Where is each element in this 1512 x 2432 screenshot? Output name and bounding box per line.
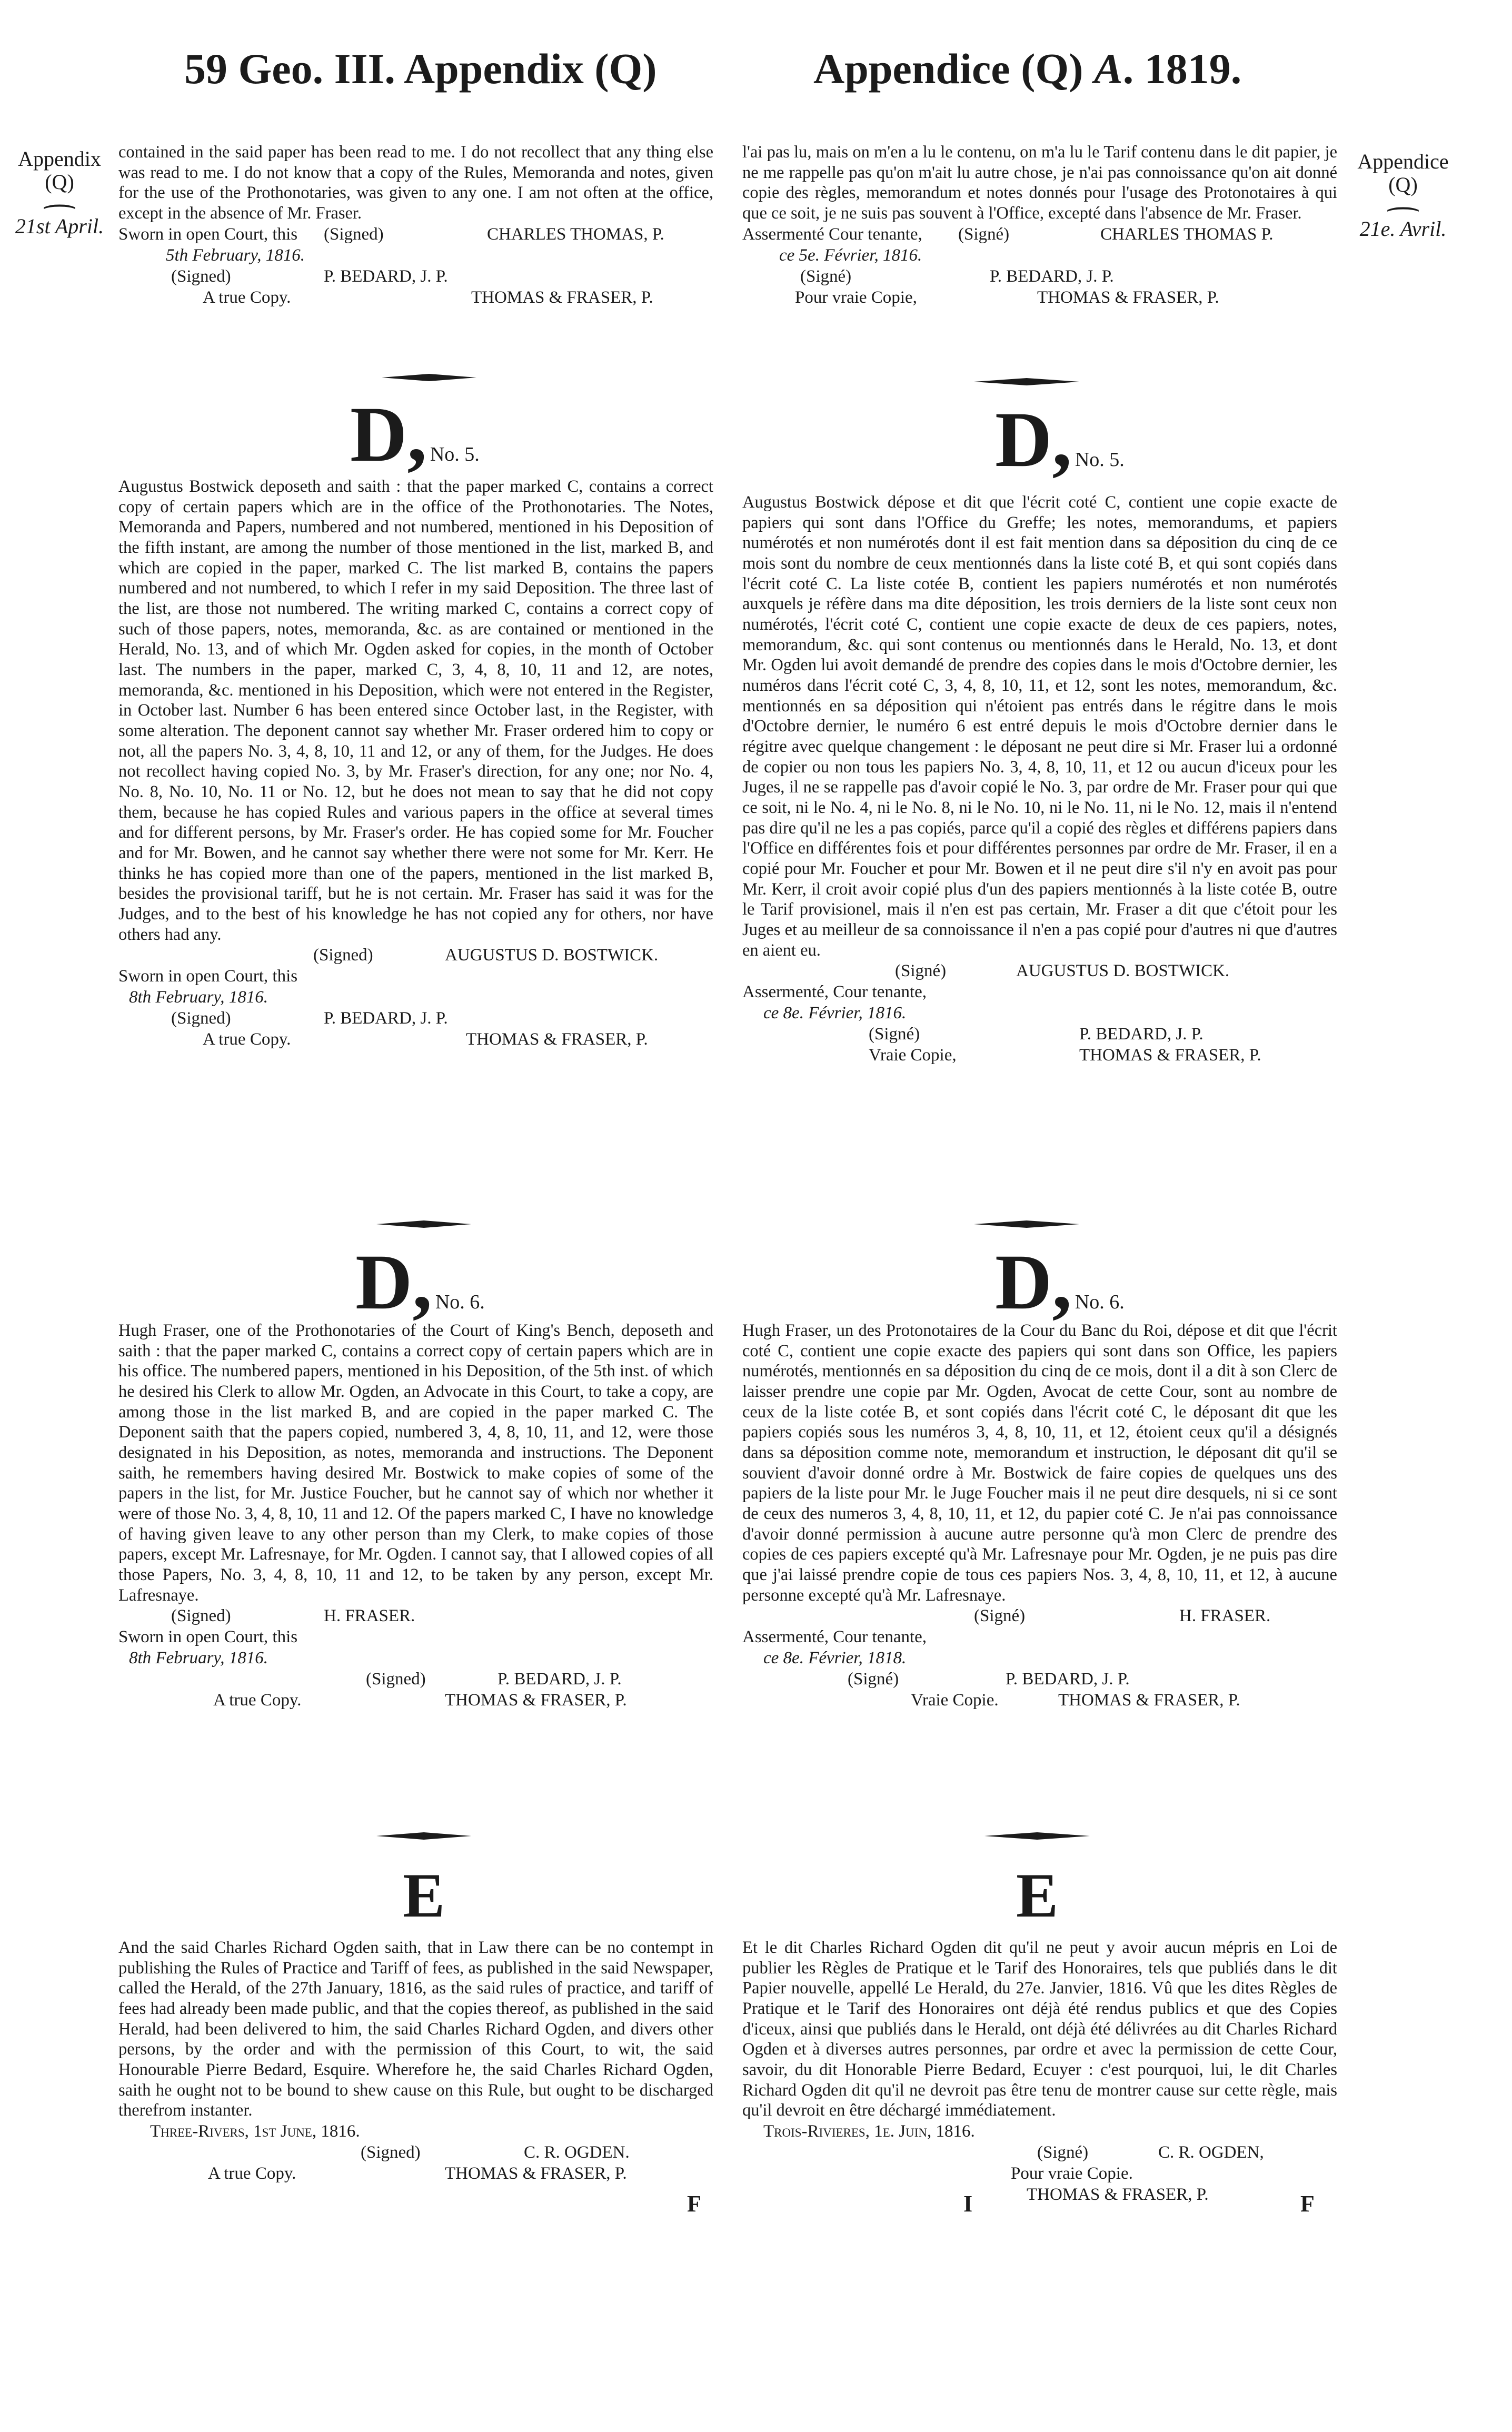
left-top-text: contained in the said paper has been read to me. I do not recollect that any thing else was read to me. I do not know that a copy of the Rules, Memoranda and notes, given for the use of the Prothonotaries, was given to any one. I am not often at the office, except in the absence of Mr. Fraser. [118,143,713,223]
section-letter: D, [350,391,427,478]
signed-label: (Signed) [313,946,373,965]
sworn-date: 8th February, 1816. [129,988,268,1007]
french-column [742,0,1337,2432]
sworn-line: Sworn in open Court, this [118,224,298,244]
margin-left-line2: (Q) [45,170,74,194]
clerk-name: THOMAS & FRASER, P. [445,2164,627,2183]
signatory-name: H. FRASER. [324,1606,415,1626]
header-right-pre: Appendice (Q) [813,45,1094,93]
true-copy-label: Pour vraie Copie. [1011,2164,1133,2183]
clerk-name: THOMAS & FRASER, P. [1058,1691,1240,1710]
section-heading-d5 [350,391,480,478]
true-copy-label: Vraie Copie, [869,1046,957,1065]
left-d6-section [118,1321,713,1711]
sworn-line: Assermenté, Cour tenante, [742,982,927,1002]
signed-label: (Signed) [324,224,384,244]
sworn-date: 8th February, 1816. [129,1649,268,1668]
folio-mark-mid: I [963,2191,973,2217]
judge-name: P. BEDARD, J. P. [990,266,1114,286]
left-d5-section [118,477,713,1050]
signed-label: (Signé) [869,1025,920,1044]
section-heading-e: E [1016,1860,1059,1930]
folio-mark: F [687,2191,701,2217]
english-column [118,0,713,2432]
folio-mark: F [1300,2191,1315,2217]
section-number: No. 5. [1075,449,1125,471]
sworn-line: Sworn in open Court, this [118,1627,298,1647]
section-heading-d6 [355,1238,485,1326]
signatory-name: CHARLES THOMAS, P. [487,224,664,244]
margin-right-line2: (Q) [1388,173,1418,196]
d5-deposition-text: Augustus Bostwick deposeth and saith : that the paper marked C, contains a correct copy of certain papers which are in the office of the Prothonotaries. The Notes, Memoranda and Papers, numbered and not numbered, mentioned in his Deposition of the fifth instant, are among the number of those mentioned in the list, marked B, and which are copied in the paper, marked C. The list marked B, contains the papers numbered and not numbered, to which I refer in my said Deposition. The three last of the list, are those not numbered. The writing marked C, contains a correct copy of such of those papers, notes, memoranda, &c. as are contained or mentioned in the Herald, No. 13, and of which Mr. Ogden asked for copies, in the month of October last. The numbers in the paper, marked C, 3, 4, 8, 10, 11 and 12, are notes, memoranda, &c. mentioned in his Deposition, which were not entered in the Register, in October last. Number 6 has been entered since October last, in the Register, with some alteration. The deponent cannot say whether Mr. Fraser ordered him to copy or not, all the papers No. 3, 4, 8, 10, 11 and 12, or any of them, for the Judges. He does not recollect having copied No. 3, by Mr. Fraser's direction, for any one; nor No. 4, No. 8, No. 10, No. 11 or No. 12, but he does not mean to say that he did not copy them, because he has copied Rules and various papers in the office at several times and for different persons, by Mr. Fraser's order. He has copied some for Mr. Foucher and for Mr. Bowen, and he cannot say whether there were not some for Mr. Kerr. He thinks he has copied more than one of the papers, mentioned in the list marked B, besides the provisional tariff, but he is not certain. Mr. Fraser has said it was for the Judges, and to the best of his knowledge he has not copied any for others, nor have others had any. [118,477,713,944]
section-letter: D, [355,1238,432,1326]
section-heading-e: E [403,1860,445,1930]
signed-label: (Signé) [974,1606,1026,1626]
clerk-name: THOMAS & FRASER, P. [1079,1046,1261,1065]
signatory-name: C. R. OGDEN, [1158,2143,1264,2162]
section-heading-d6 [995,1238,1125,1326]
section-number: No. 6. [1075,1291,1125,1313]
left-top-section [118,142,713,308]
e-statement-text: And the said Charles Richard Ogden saith, that in Law there can be no contempt in publishing the Rules of Practice and Tariff of fees, as published in the said Newspaper, called the Herald, of the 27th January, 1816, as the said rules of practice, and tariff of fees had already been made public, and that the copies thereof, as published in the said Herald, had been delivered to him, the said Charles Richard Ogden, and divers other persons, by the order and with the permission of this Court, to wit, the said Honourable Pierre Bedard, Esquire. Wherefore he, the said Charles Richard Ogden, saith he ought not to be bound to shew cause on this Rule, but ought to be discharged therefrom instanter. [118,1938,713,2120]
signatory-name: C. R. OGDEN. [524,2143,630,2162]
signatory-name: AUGUSTUS D. BOSTWICK. [445,946,659,965]
signed-label: (Signé) [848,1670,899,1689]
margin-brace-icon: ⌢ [40,190,79,219]
page-header-left: 59 Geo. III. Appendix (Q) [184,45,657,93]
margin-note-right [1348,150,1458,241]
judge-name: P. BEDARD, J. P. [1079,1025,1203,1044]
true-copy-label: A true Copy. [203,287,291,307]
sworn-date: ce 8e. Février, 1818. [763,1649,907,1668]
clerk-name: THOMAS & FRASER, P. [1037,287,1219,307]
signatory-name: H. FRASER. [1179,1606,1271,1626]
signed-label: (Signé) [895,961,947,981]
judge-name: P. BEDARD, J. P. [324,266,448,286]
place-date: Trois-Rivieres, 1e. Juin, 1816. [763,2122,975,2141]
header-right-italic: A [1094,45,1123,93]
clerk-name: THOMAS & FRASER, P. [466,1030,648,1049]
signed-label: (Signed) [171,1009,231,1028]
margin-right-date: 21e. Avril. [1359,217,1447,241]
section-letter: D, [995,1238,1072,1326]
header-right-post: . 1819. [1122,45,1242,93]
signed-label: (Signé) [958,224,1010,244]
clerk-name: THOMAS & FRASER, P. [1027,2185,1209,2205]
signed-label: (Signed) [171,266,231,286]
signed-label: (Signed) [361,2143,421,2162]
d6-deposition-text: Hugh Fraser, one of the Prothonotaries of the Court of King's Bench, deposeth and saith : that the paper marked C, contains a correct copy of certain papers which are in his office. The numbered papers, mentioned in his Deposition, of the 5th inst. of which he desired his Clerk to allow Mr. Ogden, an Advocate in this Court, to take a copy, are among those in the list marked B, and are copied in the paper marked C. The Deponent saith that the papers copied, numbered 3, 4, 8, 10, 11, and 12, were those designated in his Deposition, as notes, memoranda and instructions. The Deponent saith, he remembers having desired Mr. Bostwick to make copies of some of the papers in the list, for Mr. Justice Foucher, but he cannot say of which nor whether it were of those No. 3, 4, 8, 10, 11 and 12. Of the papers marked C, I have no knowledge of having given leave to any other person than my Clerk, to make copies of those papers, except Mr. Lafresnaye, for Mr. Ogden. I cannot say, that I allowed copies of all those Papers, No. 3, 4, 8, 10, 11 and 12, to be taken by any person, except Mr. Lafresnaye. [118,1321,713,1605]
sworn-date: 5th February, 1816. [166,245,305,265]
true-copy-label: A true Copy. [213,1691,302,1710]
signed-label: (Signed) [366,1670,426,1689]
margin-brace-icon: ⌢ [1384,192,1423,222]
margin-note-left [4,147,115,238]
section-letter: D, [995,396,1072,483]
true-copy-label: Pour vraie Copie, [795,287,917,307]
right-d5-section [742,492,1337,1066]
d6-deposition-text-fr: Hugh Fraser, un des Protonotaires de la Cour du Banc du Roi, dépose et dit que l'écrit coté C, contient une copie exacte des papiers qui sont dans son Office, les papiers numérotés, mentionnés en sa déposition du cinq de ce mois, dont il a dit à son Clerc de laisser prendre une copie par Mr. Ogden, Avocat de cette Cour, sont au nombre de ceux de la liste cotée B, et sont copiés dans l'écrit coté C, le déposant dit que les papiers copiés sous les numéros 3, 4, 8, 10, 11, et 12, étoient ceux qu'il a désignés dans sa déposition comme note, memorandum et instruction, le déposant dit qu'il se souvient d'avoir donné ordre à Mr. Bostwick de faire copies de quelques uns des papiers de la liste pour Mr. le Juge Foucher mais il ne peut dire desquels, ni si ce sont de ceux des numeros 3, 4, 8, 10, 11, et 12, du papier coté C. Je n'ai pas connoissance d'avoir donné permission à aucune autre personne qu'à mon Clerc de prendre des copies de ces papiers excepté qu'à Mr. Lafresnaye pour Mr. Ogden, je ne puis pas dire que j'ai laissé prendre copie de tous ces papiers Nos. 3, 4, 8, 10, 11, et 12, à aucune personne excepté qu'à Mr. Lafresnaye. [742,1321,1337,1605]
margin-left-line1: Appendix [18,147,101,171]
signed-label: (Signé) [800,266,852,286]
section-number: No. 5. [430,443,480,465]
signed-label: (Signed) [171,1606,231,1626]
signatory-name: AUGUSTUS D. BOSTWICK. [1016,961,1230,981]
right-d6-section [742,1321,1337,1711]
right-top-section [742,142,1337,308]
sworn-date: ce 5e. Février, 1816. [779,245,922,265]
section-number: No. 6. [435,1291,485,1313]
sworn-date: ce 8e. Février, 1816. [763,1004,907,1023]
clerk-name: THOMAS & FRASER, P. [445,1691,627,1710]
signatory-name: CHARLES THOMAS P. [1100,224,1274,244]
left-e-section [118,1938,713,2184]
section-heading-d5 [995,396,1125,483]
margin-right-line1: Appendice [1357,150,1449,173]
judge-name: P. BEDARD, J. P. [1006,1670,1130,1689]
judge-name: P. BEDARD, J. P. [498,1670,622,1689]
sworn-line: Sworn in open Court, this [118,967,298,986]
place-date: Three-Rivers, 1st June, 1816. [150,2122,360,2141]
true-copy-label: Vraie Copie. [911,1691,999,1710]
judge-name: P. BEDARD, J. P. [324,1009,448,1028]
true-copy-label: A true Copy. [208,2164,296,2183]
sworn-line: Assermenté, Cour tenante, [742,1627,927,1647]
d5-deposition-text-fr: Augustus Bostwick dépose et dit que l'écrit coté C, contient une copie exacte de papiers qui sont dans l'Office du Greffe; les notes, memorandums, et papiers numérotés et non numérotés dont il est fait mention dans sa déposition du cinq de ce mois sont du nombre de ceux mentionnés dans la liste coté B, et qui sont copiés dans l'écrit coté C. La liste cotée B, contient les papiers numérotés et non numérotés auxquels je réfère dans ma dite déposition, les trois derniers de la liste sont ceux non numérotés, l'écrit coté C, contient une copie exacte de deux de ces papiers, notes, memorandum, &c. qui sont contenus ou mentionnés dans le Herald, No. 13, et dont Mr. Ogden lui avoit demandé de prendre des copies dans le mois d'Octobre dernier, les numéros dans l'écrit coté C, 3, 4, 8, 10, 11, et 12, sont les notes, memorandum, &c. mentionnés en sa déposition qui n'étoient pas entrés dans le régitre dans le mois d'Octobre dernier, le numéro 6 est entré depuis le mois d'Octobre dernier dans le régitre avec quelque changement : le déposant ne peut dire si Mr. Fraser lui a ordonné de copier ou non tous les papiers No. 3, 4, 8, 10, 11, et 12 ou aucun d'iceux pour les Juges, il ne se rappelle pas d'avoir copié le No. 3, par ordre de Mr. Fraser pour qui que ce soit, ni le No. 4, ni le No. 8, ni le No. 10, ni le No. 11, ni le No. 12, mais il n'entend pas dire qu'il ne les a pas copiés, parce qu'il a copié des règles et différens papiers dans l'Office en différentes fois et pour différentes personnes par ordre de Mr. Fraser, il en a copié pour Mr. Foucher et pour Mr. Bowen et il ne peut dire s'il n'y en avoit pas pour Mr. Kerr, il croit avoir copié plus d'un des papiers mentionnés à la liste cotée B, outre le Tarif provisionel, mais il n'en est pas certain, Mr. Fraser a dit que c'étoit pour les Juges et au meilleur de sa connoissance il n'en a pas copié pour d'autres ni que d'autres en aient eu. [742,493,1337,960]
sworn-line: Assermenté Cour tenante, [742,224,922,244]
margin-left-date: 21st April. [15,214,104,238]
signed-label: (Signé) [1037,2143,1089,2162]
right-e-section [742,1938,1337,2205]
right-top-text: l'ai pas lu, mais on m'en a lu le contenu, on m'a lu le Tarif contenu dans le dit papier, je ne me rappelle pas qu'on m'ait lu autre chose, je n'ai pas connoissance qu'on ait donné copie des règles, memorandum et notes donnés pour l'usage des Protonotaires à qui que ce soit, je ne suis pas souvent à l'Office, excepté dans l'absence de Mr. Fraser. [742,143,1337,223]
clerk-name: THOMAS & FRASER, P. [471,287,653,307]
e-statement-text-fr: Et le dit Charles Richard Ogden dit qu'il ne peut y avoir aucun mépris en Loi de publier les Règles de Pratique et le Tarif des Honoraires, tels que publiés dans le dit Papier nouvelle, appellé Le Herald, du 27e. Janvier, 1816. Vû que les dites Règles de Pratique et le Tarif des Honoraires ont déjà été rendus publics et que des Copies d'iceux, ainsi que publiés dans le Herald, ont déjà été délivrées au dit Charles Richard Ogden et à diverses autres personnes, par ordre et avec la permission de cette Cour, savoir, du dit Honorable Pierre Bedard, Ecuyer : c'est pourquoi, lui, le dit Charles Richard Ogden dit qu'il ne devroit pas être tenu de montrer cause sur cette règle, mais qu'il devroit en être déchargé immédiatement. [742,1938,1337,2120]
true-copy-label: A true Copy. [203,1030,291,1049]
